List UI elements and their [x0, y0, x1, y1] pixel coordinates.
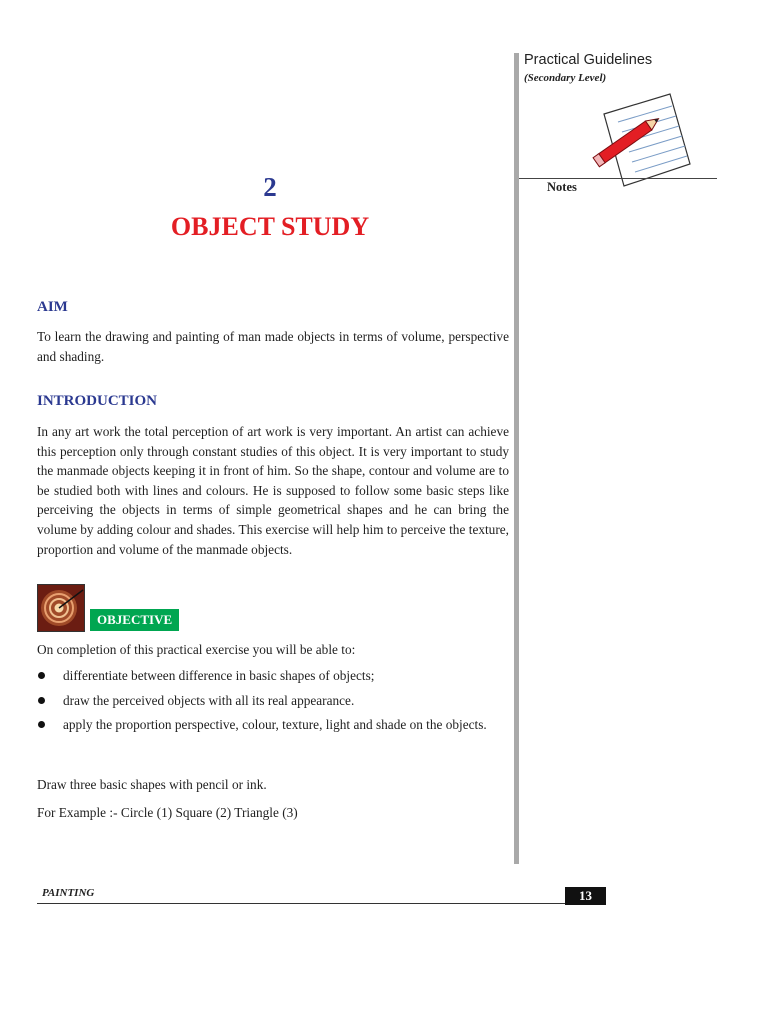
list-item — [37, 715, 509, 735]
notes-pencil-icon — [586, 92, 696, 192]
list-item-text: differentiate between difference in basic shapes of objects; — [63, 668, 375, 683]
chapter-number: 2 — [263, 172, 277, 202]
aim-heading: AIM — [37, 299, 68, 315]
introduction-heading: INTRODUCTION — [37, 393, 158, 409]
introduction-text: In any art work the total perception of art work is very important. An artist can achieve this perception only through constant studies of this object. It is very important to study the manmade objects keeping it in front of him. So the shape, contour and volume are to be studied both with lines and colours. He is supposed to follow some basic steps like perceiving the objects in terms of simple geometrical shapes and he can bring the volume by adding colour and shades. This exercise will help him to perceive the texture, proportion and volume of the manmade objects. — [37, 424, 509, 557]
bullet-icon — [38, 672, 45, 679]
notes-label: Notes — [547, 180, 577, 194]
objective-target-icon — [37, 584, 85, 632]
footer-rule — [37, 903, 565, 904]
margin-divider — [514, 53, 519, 864]
footer-subject: PAINTING — [42, 887, 95, 899]
list-item-text: draw the perceived objects with all its real appearance. — [63, 692, 355, 708]
exercise-instruction: Draw three basic shapes with pencil or ink. — [37, 777, 267, 792]
notes-rule — [519, 178, 717, 179]
objective-lead: On completion of this practical exercise you will be able to: — [37, 642, 356, 657]
list-item — [37, 666, 509, 686]
objective-list — [37, 666, 509, 740]
exercise-example: For Example :- Circle (1) Square (2) Triangle (3) — [37, 805, 298, 820]
list-item — [37, 691, 509, 711]
list-item-text: apply the proportion perspective, colour, texture, light and shade on the objects. — [63, 717, 487, 733]
running-header-title: Practical Guidelines — [524, 52, 653, 68]
page-number: 13 — [565, 887, 606, 905]
aim-text: To learn the drawing and painting of man made objects in terms of volume, perspective and shading. — [37, 329, 509, 364]
objective-badge: OBJECTIVE — [90, 609, 179, 631]
chapter-title: OBJECT STUDY — [170, 212, 370, 241]
running-header-subtitle: (Secondary Level) — [524, 72, 607, 84]
bullet-icon — [38, 721, 45, 728]
bullet-icon — [38, 697, 45, 704]
